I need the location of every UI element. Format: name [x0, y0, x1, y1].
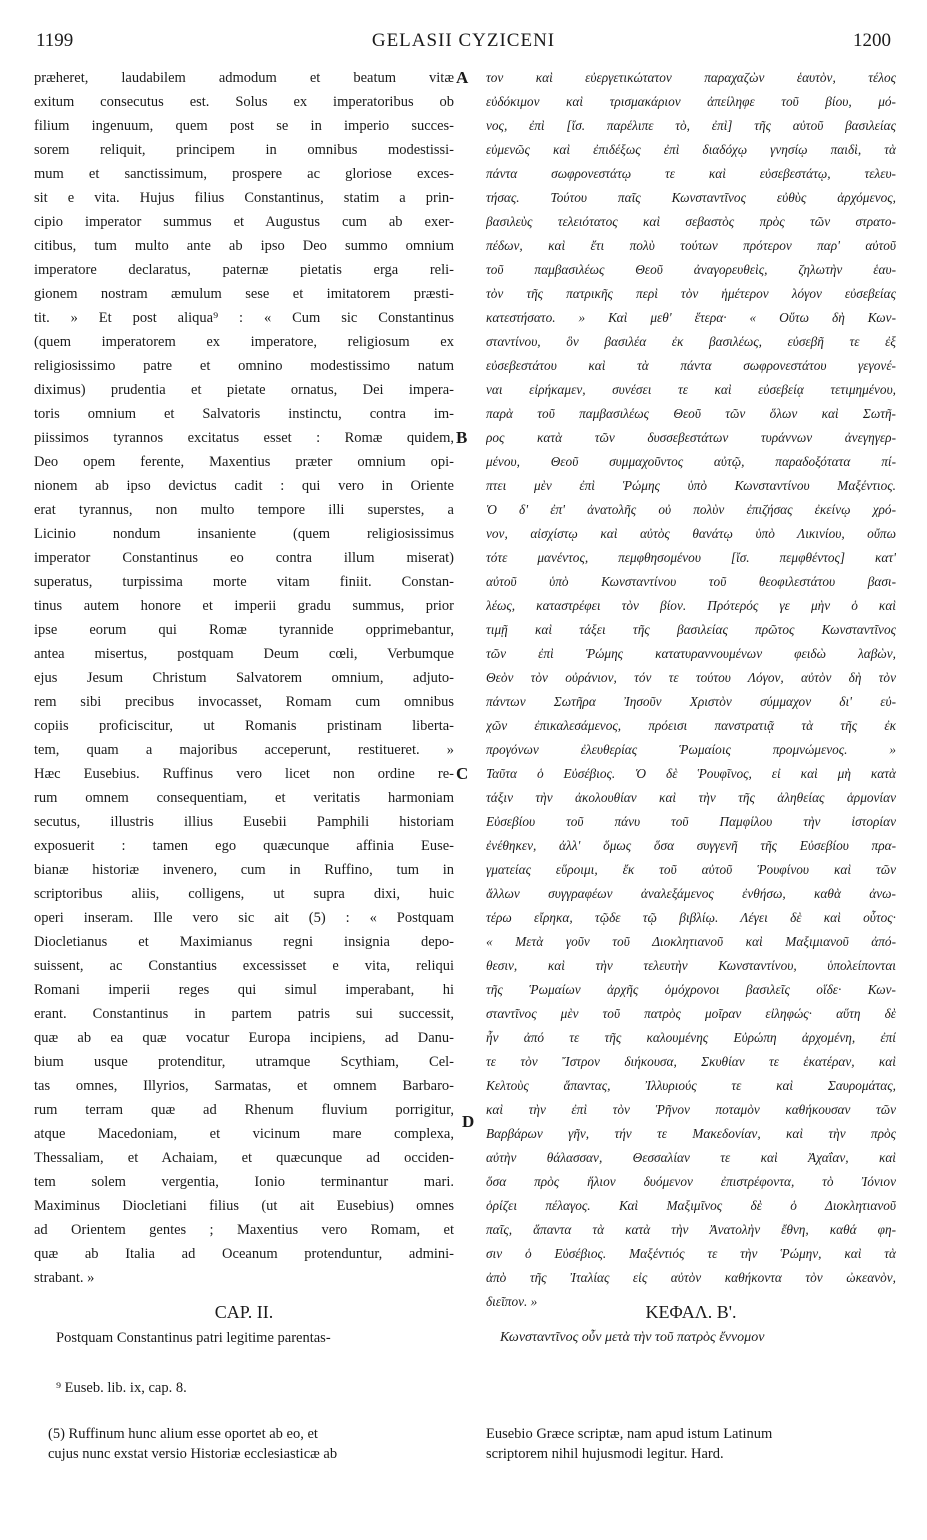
- greek-text-line: τιμῇ καὶ τάξει τῆς βασιλείας πρῶτος Κωνσταντῖνος: [486, 622, 896, 637]
- greek-text-line: ὅσα πρὸς ἥλιον δυόμενον ἐπιστρέφοντα, τὸ Ἰόνιον: [486, 1174, 896, 1189]
- latin-text-line: ejus Jesum Christum Salvatorem omnium, adjuto-: [34, 670, 454, 686]
- chapter-summary-greek: Κωνσταντῖνος οὖν μετὰ τὴν τοῦ πατρὸς ἔννομον: [500, 1330, 765, 1345]
- greek-text-line: θεσιν, καὶ τὴν τελευτὴν Κωνσταντίνου, ὑπολείπονται: [486, 958, 896, 973]
- footnote-line: scriptorem nihil hujusmodi legitur. Hard.: [486, 1446, 724, 1462]
- greek-text-line: γματείας εὕροιμι, ἔκ τοῦ αὐτοῦ Ῥουφίνου καὶ τῶν: [486, 862, 896, 877]
- greek-text-line: εὐμενῶς καὶ ἐπιδέξως ἐπὶ διαδόχῳ γνησίῳ παιδὶ, τὰ: [486, 142, 896, 157]
- footnote-continuation: [486, 1424, 896, 1464]
- footnote-line: cujus nunc exstat versio Historiæ ecclesiasticæ ab: [48, 1446, 338, 1462]
- latin-column: [34, 66, 454, 1290]
- greek-text-line: παῖς, ἅπαντα τὰ κατὰ τὴν Ἀνατολὴν ἔθνη, καθά φη-: [486, 1222, 896, 1237]
- chapter-summary-latin: Postquam Constantinus patri legitime parentas-: [56, 1330, 331, 1346]
- greek-text-line: ἦν ἀπό τε τῆς καλουμένης Εὐρώπη ἀρχομένη, ἐπί: [486, 1030, 896, 1045]
- latin-text-line: Licinio nondum insaniente (quem religiosissimus: [34, 526, 454, 542]
- latin-text-line: sit e vita. Hujus filius Constantinus, statim a prin-: [34, 190, 454, 206]
- greek-text-line: τάξιν τὴν ἀκολουθίαν καὶ τὴν τῆς ἀληθείας ἁρμονίαν: [486, 790, 896, 805]
- latin-text-line: Hæc Eusebius. Ruffinus vero licet non ordine re-: [34, 766, 454, 782]
- latin-text-line: cipio imperator summus et Augustus cum ab exer-: [34, 214, 454, 230]
- greek-text-line: μένου, Θεοῦ συμμαχοῦντος αὐτῷ, παραδοξότατα πί-: [486, 454, 896, 469]
- greek-text-line: τοῦ παμβασιλέως Θεοῦ ἀναγορευθεὶς, ζηλωτὴν ἑαυ-: [486, 262, 896, 277]
- footnote-latin: [48, 1424, 468, 1464]
- greek-text-line: Ὁ δ' ἐπ' ἀνατολῆς οὐ πολὺν ἐπιζήσας ἐκείνῳ χρό-: [486, 502, 896, 517]
- latin-text-line: tit. » Et post aliqua⁹ : « Cum sic Constantinus: [34, 310, 454, 326]
- section-marker-a: A: [456, 68, 469, 87]
- greek-text-line: Θεὸν τὸν οὐράνιον, τόν τε τούτου Λόγον, αὐτὸν δὴ τὸν: [486, 670, 896, 685]
- latin-text-line: operi inseram. Ille vero sic ait (5) : « Postquam: [34, 910, 454, 926]
- latin-text-line: ipse eorum qui Romæ tyrannide opprimebantur,: [34, 622, 454, 638]
- greek-text-line: αὐτὴν θάλασσαν, Θεσσαλίαν τε καὶ Ἀχαΐαν, καὶ: [486, 1150, 896, 1165]
- latin-text-line: antea misertus, postquam Deum cœli, Verbumque: [34, 646, 454, 662]
- greek-text-line: ὁρίζει πέλαγος. Καὶ Μαξιμῖνος δὲ ὁ Διοκλητιανοῦ: [486, 1198, 896, 1213]
- latin-text-line: tinus autem honore et imperii gradu summus, prior: [34, 598, 454, 614]
- section-marker-c: C: [456, 764, 469, 783]
- latin-text-line: bianæ historiæ invenero, cum in Ruffino, tum in: [34, 862, 454, 878]
- latin-text-line: scriptoribus aliis, colligens, ut supra dixi, huic: [34, 886, 454, 902]
- greek-text-line: ἀπὸ τῆς Ἰταλίας εἰς αὐτὸν καθήκοντα τὸν ὠκεανὸν,: [486, 1270, 896, 1285]
- section-marker-b: B: [456, 428, 468, 447]
- running-title: GELASII CYZICENI: [371, 30, 556, 51]
- latin-text-line: diximus) prudentia et pietate ornatus, Dei impera-: [34, 382, 454, 398]
- page-number-right: 1200: [853, 30, 891, 51]
- page-number-left: 1199: [36, 30, 74, 51]
- greek-text-line: τότε μανέντος, πεμφθησομένου [ἴσ. πεμφθέντος] κατ': [486, 550, 896, 565]
- greek-text-line: σιν ὁ Εὐσέβιος. Μαξέντιός τε τὴν Ῥώμην, καὶ τὰ: [486, 1246, 896, 1261]
- greek-text-line: πέδων, καὶ ἔτι πολὺ τούτων πρότερον παρ' αὐτοῦ: [486, 238, 896, 253]
- greek-text-line: τον καὶ εὐεργετικώτατον παραχαζὼν ἑαυτὸν, τέλος: [486, 70, 896, 85]
- latin-text-line: rum terram quæ ad Rhenum fluvium porrigitur,: [34, 1102, 454, 1118]
- greek-text-line: νον, αἰσχίστῳ καὶ αὐτὸς θανάτῳ ὑπὸ Λικινίου, οὔπω: [486, 526, 896, 541]
- latin-text-line: secutus, illustris illius Eusebii Pamphili historiam: [34, 814, 454, 830]
- greek-text-line: προγόνων ἐλευθερίας Ῥωμαίοις προμνώμενος. »: [486, 742, 896, 757]
- latin-text-line: ad Orientem gentes ; Maxentius vero Romam, et: [34, 1222, 454, 1238]
- latin-text-line: toris omnium et Salvatoris instinctu, contra im-: [34, 406, 454, 422]
- latin-text-line: bium usque protenditur, utramque Scythiam, Cel-: [34, 1054, 454, 1070]
- greek-text-line: τήσας. Τούτου παῖς Κωνσταντῖνος εὐθὺς ἀρχόμενος,: [486, 190, 896, 205]
- greek-text-line: παρὰ τοῦ παμβασιλέως Θεοῦ τῶν ὅλων καὶ Σωτῆ-: [486, 406, 896, 421]
- running-header: [36, 30, 891, 56]
- latin-text-line: rum omnem consequentiam, et veritatis harmoniam: [34, 790, 454, 806]
- latin-text-line: imperatore declaratus, paternæ pietatis erga reli-: [34, 262, 454, 278]
- latin-text-line: religiosissimo patre et omnino modestissimo natum: [34, 358, 454, 374]
- latin-text-line: gionem nostram æmulum sese et imitatorem præsti-: [34, 286, 454, 302]
- greek-text-line: τε τὸν Ἴστρον διήκουσα, Σκυθίαν τε ἑκατέραν, καὶ: [486, 1054, 896, 1069]
- section-marker-d: D: [462, 1112, 475, 1131]
- chapter-heading-latin: CAP. II.: [214, 1302, 274, 1322]
- latin-text-line: exitum consecutus est. Solus ex imperatoribus ob: [34, 94, 454, 110]
- latin-text-line: tem solem vergentia, Ionio terminantur mari.: [34, 1174, 454, 1190]
- footnote-reference: ⁹ Euseb. lib. ix, cap. 8.: [56, 1380, 187, 1396]
- latin-text-line: tem, quam a majoribus acceperunt, restitueret. »: [34, 742, 454, 758]
- latin-text-line: Deo opem ferente, Maxentius præter omnium opi-: [34, 454, 454, 470]
- chapter-heading-greek: ΚΕΦΑΛ. Β'.: [645, 1302, 737, 1322]
- latin-text-line: sorem reliquit, principem in omnibus modestissi-: [34, 142, 454, 158]
- greek-text-line: ἐνέθηκεν, ἀλλ' ὅμως ὅσα συγγενῆ τῆς Εὐσεβίου πρα-: [486, 838, 896, 853]
- greek-column: [486, 66, 896, 1314]
- latin-text-line: tas omnes, Illyrios, Sarmatas, et omnem Barbaro-: [34, 1078, 454, 1094]
- latin-text-line: rem sibi precibus invocasset, Romam cum omnibus: [34, 694, 454, 710]
- latin-text-line: suissent, ac Constantius excessisset e vita, reliqui: [34, 958, 454, 974]
- latin-text-line: Thessaliam, et Achaiam, et quæcunque ad occiden-: [34, 1150, 454, 1166]
- greek-text-line: Εὐσεβίου τοῦ πάνυ τοῦ Παμφίλου τὴν ἱστορίαν: [486, 814, 896, 829]
- latin-text-line: Romani imperii reges qui simul imperabant, hi: [34, 982, 454, 998]
- greek-text-line: αὐτοῦ ὑπὸ Κωνσταντίνου τοῦ θεοφιλεστάτου βασι-: [486, 574, 896, 589]
- latin-text-line: exposuerit : tamen ego quæcunque affinia Euse-: [34, 838, 454, 854]
- latin-text-line: citibus, tum multo ante ab ipso Deo summo omnium: [34, 238, 454, 254]
- greek-text-line: πάντα σωφρονεστάτῳ τε καὶ εὐσεβεστάτῳ, τελευ-: [486, 166, 896, 181]
- greek-text-line: κατεστήσατο. » Καὶ μεθ' ἕτερα· « Οὕτω δὴ Κων-: [486, 310, 896, 325]
- greek-text-line: ναι εἰρήκαμεν, συνέσει τε καὶ εὐσεβείᾳ τετιμημένου,: [486, 382, 896, 397]
- greek-text-line: ἄλλων συγγραφέων ἀναλεξάμενος ἐνθήσω, καθὰ ἀνω-: [486, 886, 896, 901]
- greek-text-line: νος, ἐπὶ [ἴσ. παρέλιπε τὸ, ἐπὶ] τῆς αὐτοῦ βασιλείας: [486, 118, 896, 133]
- greek-text-line: χῶν ἐπικαλεσάμενος, πρόεισι πανστρατιᾷ τὰ τῆς ἐκ: [486, 718, 896, 733]
- latin-text-line: præheret, laudabilem admodum et beatum vitæ: [34, 70, 454, 86]
- latin-text-line: imperator Constantinus eo contra illum miserat): [34, 550, 454, 566]
- latin-text-line: quæ ab Italia ad Oceanum protenduntur, admini-: [34, 1246, 454, 1262]
- greek-text-line: τέρω εἴρηκα, τῷδε τῷ βιβλίῳ. Λέγει δὲ καὶ οὗτος·: [486, 910, 896, 925]
- latin-text-line: (quem imperatorem ex imperatore, religiosum ex: [34, 334, 454, 350]
- latin-text-line: erant. Constantinus in partem patris sui successit,: [34, 1006, 454, 1022]
- latin-text-line: copiis proficiscitur, ut Romanis pristinam liberta-: [34, 718, 454, 734]
- latin-text-line: piissimos tyrannos excitatus esset : Romæ quidem,: [34, 430, 454, 446]
- footnote-line: Eusebio Græce scriptæ, nam apud istum Latinum: [486, 1426, 773, 1442]
- greek-text-line: Ταῦτα ὁ Εὐσέβιος. Ὁ δὲ Ῥουφῖνος, εἰ καὶ μὴ κατὰ: [486, 766, 896, 781]
- latin-text-line: erat tyrannus, non multo tempore illi superstes, a: [34, 502, 454, 518]
- latin-text-line: quæ ab ea quæ vocatur Europa incipiens, ad Danu-: [34, 1030, 454, 1046]
- greek-text-line: τὸν τῆς πατρικῆς περὶ τὸν ἡμέτερον λόγον εὐσεβείας: [486, 286, 896, 301]
- greek-text-line: εὐσεβεστάτου καὶ τὰ πάντα σωφρονεστάτου γεγονέ-: [486, 358, 896, 373]
- latin-text-line: nionem ab ipso devictus cadit : qui vero in Oriente: [34, 478, 454, 494]
- greek-text-line: τῶν ἐπὶ Ῥώμης κατατυραννουμένων φειδὼ λαβὼν,: [486, 646, 896, 661]
- greek-text-line: εὐδόκιμον καὶ τρισμακάριον ἀπείληφε τοῦ βίου, μό-: [486, 94, 896, 109]
- latin-text-line: atque Macedoniam, et vicinum mare complexa,: [34, 1126, 454, 1142]
- latin-text-line: filium ingenuum, quem post se in imperio succes-: [34, 118, 454, 134]
- latin-text-line: Diocletianus et Maximianus regni insignia depo-: [34, 934, 454, 950]
- greek-text-line: βασιλεὺς τελειότατος καὶ σεβαστὸς πρὸς τῶν στρατο-: [486, 214, 896, 229]
- greek-text-line: καὶ τὴν ἐπὶ τὸν Ῥῆνον ποταμὸν καθήκουσαν τῶν: [486, 1102, 896, 1117]
- latin-text-line: mum et sanctissimum, prospere ac gloriose exces-: [34, 166, 454, 182]
- greek-text-line: « Μετὰ γοῦν τοῦ Διοκλητιανοῦ καὶ Μαξιμιανοῦ ἀπό-: [486, 934, 896, 949]
- latin-text-line: strabant. »: [34, 1270, 95, 1286]
- greek-text-line: πτει μὲν ἐπὶ Ῥώμης ὑπὸ Κωνσταντίνου Μαξέντιος.: [486, 478, 896, 493]
- greek-text-line: σταντίνου, ὃν βασιλέα ἐκ βασιλέως, εὐσεβῆ τε ἐξ: [486, 334, 896, 349]
- greek-text-line: διεῖπον. »: [486, 1294, 538, 1309]
- greek-text-line: ρος κατὰ τῶν δυσσεβεστάτων τυράννων ἀνεγηγερ-: [486, 430, 896, 445]
- latin-text-line: superatus, turpissima morte vitam finiit. Constan-: [34, 574, 454, 590]
- footnote-line: (5) Ruffinum hunc alium esse oportet ab eo, et: [48, 1426, 318, 1442]
- greek-text-line: λέως, καταστρέφει τὸν βίον. Πρότερός γε μὴν ὁ καὶ: [486, 598, 896, 613]
- latin-text-line: Maximinus Diocletiani filius (ut ait Eusebius) omnes: [34, 1198, 454, 1214]
- greek-text-line: Κελτοὺς ἅπαντας, Ἰλλυριούς τε καὶ Σαυρομάτας,: [486, 1078, 896, 1093]
- greek-text-line: σταντῖνος μὲν τοῦ πατρὸς μοῖραν εἰληφώς· αὕτη δὲ: [486, 1006, 896, 1021]
- greek-text-line: πάντων Σωτῆρα Ἰησοῦν Χριστὸν σύμμαχον δι' εὐ-: [486, 694, 896, 709]
- greek-text-line: τῆς Ῥωμαίων ἀρχῆς ὁμόχρονοι βασιλεῖς οἵδε· Κων-: [486, 982, 896, 997]
- greek-text-line: Βαρβάρων γῆν, τήν τε Μακεδονίαν, καὶ τὴν πρὸς: [486, 1126, 896, 1141]
